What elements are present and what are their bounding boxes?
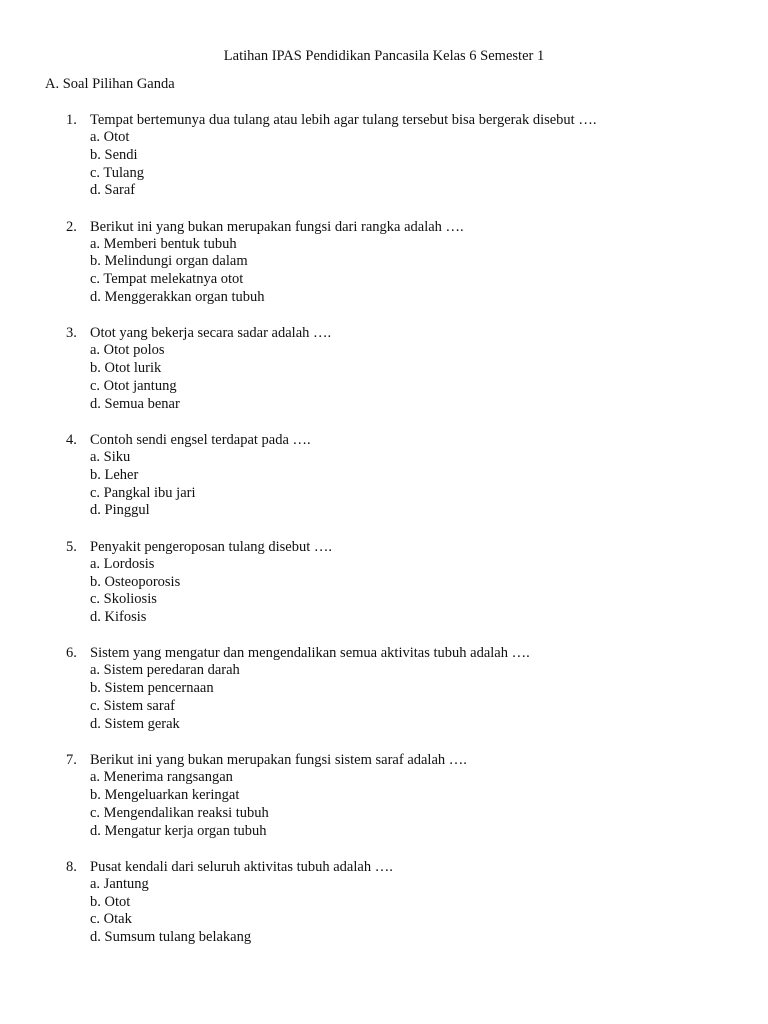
question-body xyxy=(90,111,768,200)
question-number: 7. xyxy=(66,752,77,769)
question-number: 8. xyxy=(66,858,77,875)
question-text: Tempat bertemunya dua tulang atau lebih agar tulang tersebut bisa bergerak disebut …. xyxy=(90,112,597,128)
question-text: Contoh sendi engsel terdapat pada …. xyxy=(90,432,311,449)
answer-option: a. Otot xyxy=(90,129,130,145)
answer-option: a. Memberi bentuk tubuh xyxy=(90,235,237,252)
question-text: Pusat kendali dari seluruh aktivitas tubuh adalah …. xyxy=(90,858,393,875)
answer-options xyxy=(90,662,768,733)
question-item xyxy=(0,111,768,200)
answer-option: d. Kifosis xyxy=(90,609,147,626)
question-body xyxy=(90,218,768,307)
question-body xyxy=(90,858,768,947)
answer-option: d. Sumsum tulang belakang xyxy=(90,929,252,946)
question-body xyxy=(90,324,768,413)
answer-option: a. Lordosis xyxy=(90,555,155,572)
answer-options xyxy=(90,876,768,947)
question-item xyxy=(0,218,768,307)
answer-option: d. Menggerakkan organ tubuh xyxy=(90,289,265,306)
question-text: Penyakit pengeroposan tulang disebut …. xyxy=(90,538,333,555)
answer-option: c. Otot jantung xyxy=(90,377,177,394)
question-number: 1. xyxy=(66,112,77,128)
answer-option: d. Semua benar xyxy=(90,395,180,412)
answer-option: c. Skoliosis xyxy=(90,591,157,608)
question-list xyxy=(0,111,768,965)
answer-options xyxy=(90,769,768,840)
question-body xyxy=(90,751,768,840)
question-item xyxy=(0,431,768,520)
answer-option: d. Pinggul xyxy=(90,502,150,519)
answer-option: b. Otot lurik xyxy=(90,360,162,377)
answer-options xyxy=(90,236,768,307)
answer-option: a. Menerima rangsangan xyxy=(90,769,233,786)
answer-options xyxy=(90,129,768,200)
answer-option: a. Sistem peredaran darah xyxy=(90,662,240,679)
question-number: 5. xyxy=(66,538,77,555)
question-body xyxy=(90,644,768,733)
answer-option: c. Tulang xyxy=(90,164,144,181)
question-number: 3. xyxy=(66,325,77,342)
question-text: Sistem yang mengatur dan mengendalikan semua aktivitas tubuh adalah …. xyxy=(90,645,530,662)
question-text: Berikut ini yang bukan merupakan fungsi sistem saraf adalah …. xyxy=(90,752,467,769)
answer-options xyxy=(90,556,768,627)
answer-option: b. Sistem pencernaan xyxy=(90,680,214,697)
question-number: 6. xyxy=(66,645,77,662)
answer-option: a. Siku xyxy=(90,449,131,466)
answer-option: d. Sistem gerak xyxy=(90,715,180,732)
document-title: Latihan IPAS Pendidikan Pancasila Kelas 6 Semester 1 xyxy=(223,48,545,64)
question-body xyxy=(90,431,768,520)
question-number: 2. xyxy=(66,218,77,235)
question-item xyxy=(0,538,768,627)
question-item xyxy=(0,751,768,840)
answer-option: b. Osteoporosis xyxy=(90,573,181,590)
answer-option: a. Jantung xyxy=(90,875,149,892)
question-number: 4. xyxy=(66,432,77,449)
answer-option: c. Otak xyxy=(90,911,132,928)
question-item xyxy=(0,858,768,947)
question-item xyxy=(0,324,768,413)
answer-option: b. Otot xyxy=(90,893,131,910)
question-item xyxy=(0,644,768,733)
answer-option: b. Mengeluarkan keringat xyxy=(90,786,240,803)
question-text: Berikut ini yang bukan merupakan fungsi dari rangka adalah …. xyxy=(90,218,464,235)
answer-options xyxy=(90,449,768,520)
answer-option: c. Sistem saraf xyxy=(90,698,175,715)
question-body xyxy=(90,538,768,627)
answer-option: a. Otot polos xyxy=(90,342,165,359)
answer-option: c. Mengendalikan reaksi tubuh xyxy=(90,804,269,821)
answer-option: c. Tempat melekatnya otot xyxy=(90,271,244,288)
answer-option: b. Leher xyxy=(90,466,139,483)
section-heading: A. Soal Pilihan Ganda xyxy=(45,76,175,92)
answer-option: c. Pangkal ibu jari xyxy=(90,484,196,501)
answer-option: d. Mengatur kerja organ tubuh xyxy=(90,822,267,839)
question-text: Otot yang bekerja secara sadar adalah …. xyxy=(90,325,332,342)
answer-option: b. Melindungi organ dalam xyxy=(90,253,248,270)
answer-option: d. Saraf xyxy=(90,182,136,199)
answer-options xyxy=(90,342,768,413)
answer-option: b. Sendi xyxy=(90,146,138,163)
